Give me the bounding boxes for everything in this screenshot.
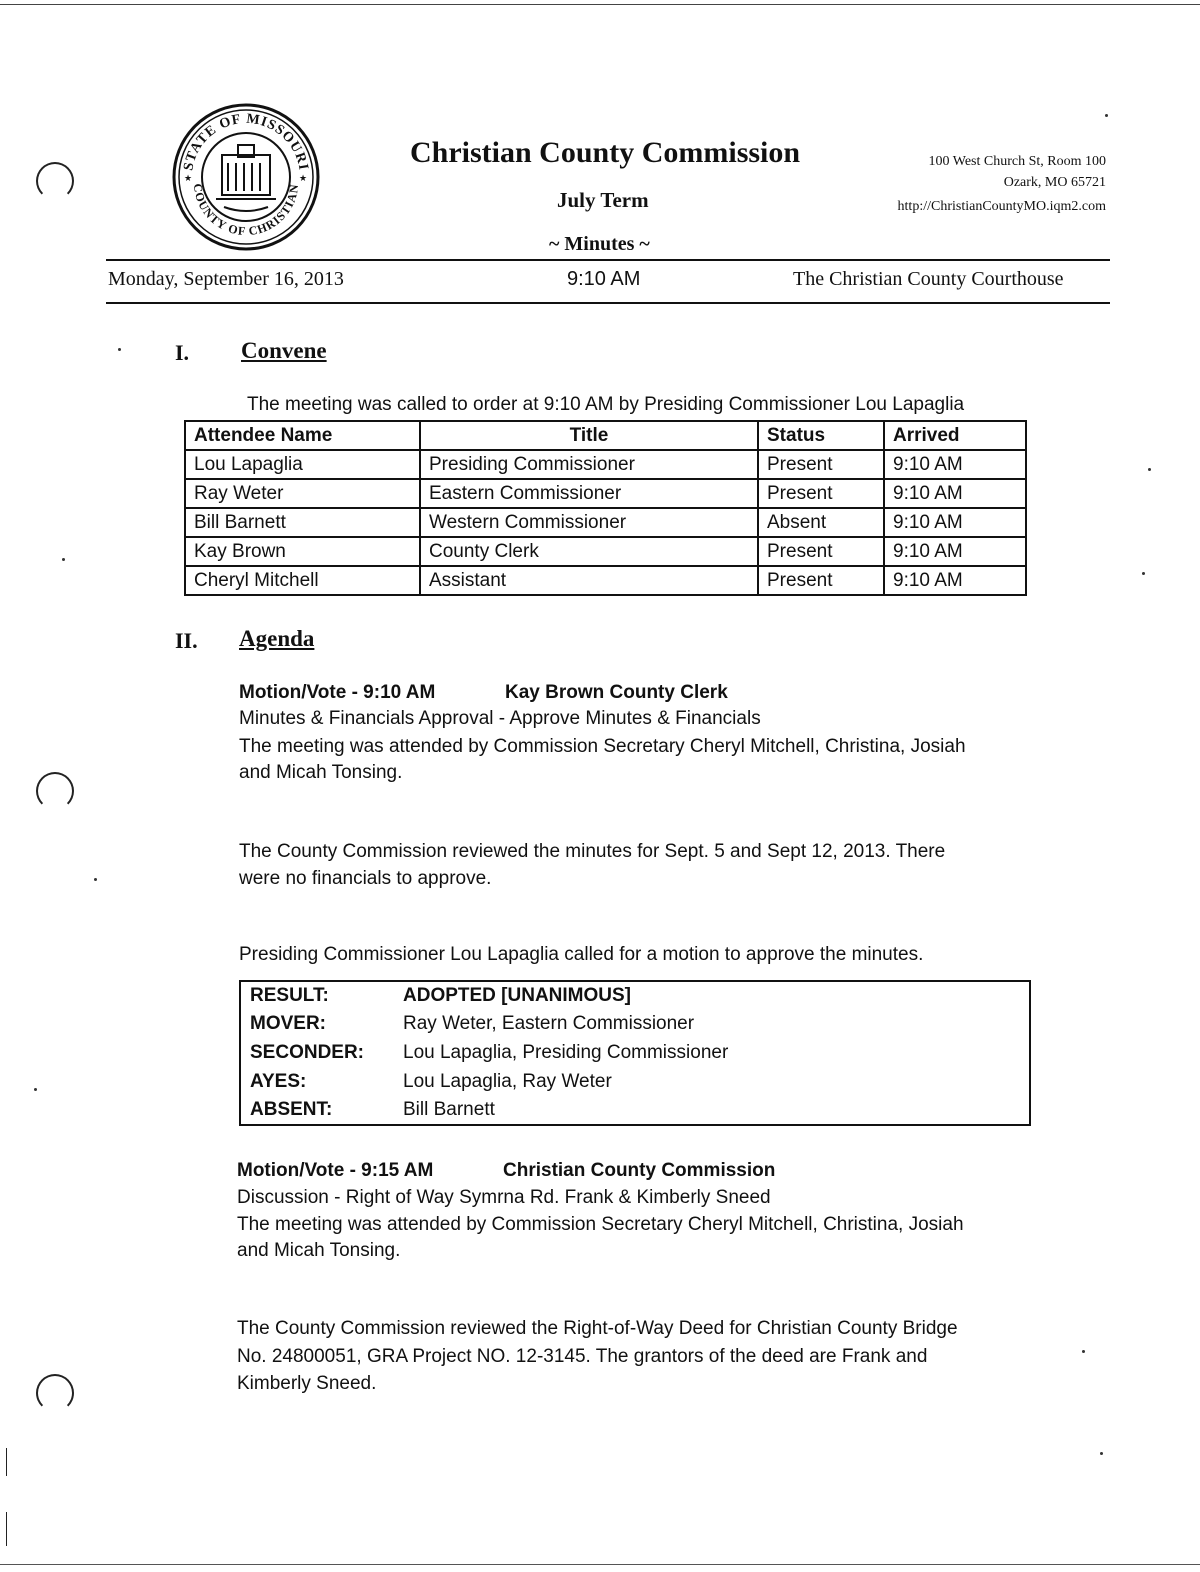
column-header: Attendee Name <box>185 421 420 450</box>
minutes-label: ~ Minutes ~ <box>549 233 650 255</box>
address-line-2: Ozark, MO 65721 <box>1003 175 1106 190</box>
vote-label: ABSENT: <box>250 1099 333 1120</box>
table-row <box>185 508 1026 537</box>
scan-speck <box>118 348 121 351</box>
table-row <box>185 537 1026 566</box>
punch-hole <box>36 162 74 200</box>
attendance-text: The meeting was attended by Commission Secretary Cheryl Mitchell, Christina, Josiah <box>239 736 966 757</box>
attendee-name: Cheryl Mitchell <box>185 566 420 595</box>
punch-hole <box>36 772 74 810</box>
motion-heading: Motion/Vote - 9:15 AM <box>237 1160 434 1181</box>
motion-subject: Minutes & Financials Approval - Approve Minutes & Financials <box>239 708 761 729</box>
table-row <box>185 566 1026 595</box>
punch-hole <box>36 1374 74 1412</box>
table-row <box>185 450 1026 479</box>
table-header-row <box>185 421 1026 450</box>
header-rule <box>106 259 1110 261</box>
attendee-title: County Clerk <box>420 537 758 566</box>
vote-label: MOVER: <box>250 1013 326 1034</box>
vote-result-row <box>250 985 631 1007</box>
meeting-time: 9:10 AM <box>567 268 641 290</box>
attendance-text: The meeting was attended by Commission Secretary Cheryl Mitchell, Christina, Josiah <box>237 1214 964 1235</box>
attendee-name: Ray Weter <box>185 479 420 508</box>
term-label: July Term <box>557 188 649 212</box>
meeting-location: The Christian County Courthouse <box>793 268 1064 290</box>
attendee-arrived: 9:10 AM <box>884 537 1026 566</box>
motion-heading: Motion/Vote - 9:10 AM <box>239 682 436 703</box>
attendee-arrived: 9:10 AM <box>884 508 1026 537</box>
vote-label: AYES: <box>250 1071 307 1092</box>
attendance-text: and Micah Tonsing. <box>239 762 403 783</box>
county-seal <box>172 103 320 251</box>
vote-seconder-row <box>250 1042 728 1064</box>
vote-absent-row <box>250 1099 495 1121</box>
meeting-date: Monday, September 16, 2013 <box>108 268 344 290</box>
scan-speck <box>94 878 97 881</box>
vote-seconder: Lou Lapaglia, Presiding Commissioner <box>403 1042 729 1063</box>
scan-speck <box>62 558 65 561</box>
motion-subject: Discussion - Right of Way Symrna Rd. Frank & Kimberly Sneed <box>237 1187 771 1208</box>
motion-presenter: Christian County Commission <box>503 1160 776 1181</box>
column-header: Title <box>420 421 758 450</box>
section-title-convene: Convene <box>241 338 327 363</box>
scan-speck <box>1105 114 1108 117</box>
scan-edge-bottom <box>0 1564 1200 1565</box>
vote-absent: Bill Barnett <box>403 1099 495 1120</box>
scan-speck <box>34 1088 37 1091</box>
svg-text:★: ★ <box>184 173 193 183</box>
column-header: Status <box>758 421 884 450</box>
vote-ayes: Lou Lapaglia, Ray Weter <box>403 1071 612 1092</box>
attendee-title: Western Commissioner <box>420 508 758 537</box>
section-number: II. <box>175 628 198 653</box>
scan-edge-top <box>0 4 1200 5</box>
address-line-1: 100 West Church St, Room 100 <box>928 154 1106 169</box>
attendee-title: Presiding Commissioner <box>420 450 758 479</box>
website-link[interactable]: http://ChristianCountyMO.iqm2.com <box>897 199 1106 214</box>
attendee-status: Present <box>758 450 884 479</box>
column-header: Arrived <box>884 421 1026 450</box>
header-rule <box>106 302 1110 304</box>
review-text: The County Commission reviewed the minutes for Sept. 5 and Sept 12, 2013. There <box>239 841 946 862</box>
vote-label: SECONDER: <box>250 1042 365 1063</box>
vote-mover-row <box>250 1013 694 1035</box>
motion-presenter: Kay Brown County Clerk <box>505 682 728 703</box>
vote-ayes-row <box>250 1071 612 1093</box>
attendee-status: Present <box>758 537 884 566</box>
attendee-title: Assistant <box>420 566 758 595</box>
vote-result: ADOPTED [UNANIMOUS] <box>403 985 631 1006</box>
convene-intro: The meeting was called to order at 9:10 AM by Presiding Commissioner Lou Lapaglia <box>247 394 965 415</box>
table-row <box>185 479 1026 508</box>
vote-label: RESULT: <box>250 985 329 1006</box>
attendee-status: Present <box>758 566 884 595</box>
review-text: Kimberly Sneed. <box>237 1373 377 1394</box>
scan-speck <box>1082 1350 1085 1353</box>
scan-speck <box>1100 1452 1103 1455</box>
margin-mark <box>6 1448 7 1476</box>
attendee-status: Absent <box>758 508 884 537</box>
attendee-status: Present <box>758 479 884 508</box>
attendee-name: Kay Brown <box>185 537 420 566</box>
attendee-table <box>184 420 1027 596</box>
scan-speck <box>1142 572 1145 575</box>
attendee-arrived: 9:10 AM <box>884 566 1026 595</box>
seal-bottom-text: COUNTY OF CHRISTIAN <box>190 182 302 239</box>
section-title-agenda: Agenda <box>239 626 315 651</box>
review-text: No. 24800051, GRA Project NO. 12-3145. The grantors of the deed are Frank and <box>237 1346 928 1367</box>
attendee-name: Bill Barnett <box>185 508 420 537</box>
review-text: The County Commission reviewed the Right-of-Way Deed for Christian County Bridge <box>237 1318 958 1339</box>
seal-top-text: STATE OF MISSOURI <box>181 111 311 172</box>
scan-speck <box>1148 468 1151 471</box>
attendee-title: Eastern Commissioner <box>420 479 758 508</box>
vote-mover: Ray Weter, Eastern Commissioner <box>403 1013 695 1034</box>
svg-text:★: ★ <box>299 173 308 183</box>
motion-call: Presiding Commissioner Lou Lapaglia called for a motion to approve the minutes. <box>239 944 924 965</box>
attendance-text: and Micah Tonsing. <box>237 1240 401 1261</box>
section-number: I. <box>175 340 190 365</box>
review-text: were no financials to approve. <box>239 868 492 889</box>
page-title: Christian County Commission <box>410 136 801 169</box>
attendee-arrived: 9:10 AM <box>884 450 1026 479</box>
attendee-arrived: 9:10 AM <box>884 479 1026 508</box>
attendee-name: Lou Lapaglia <box>185 450 420 479</box>
margin-mark <box>6 1512 7 1546</box>
